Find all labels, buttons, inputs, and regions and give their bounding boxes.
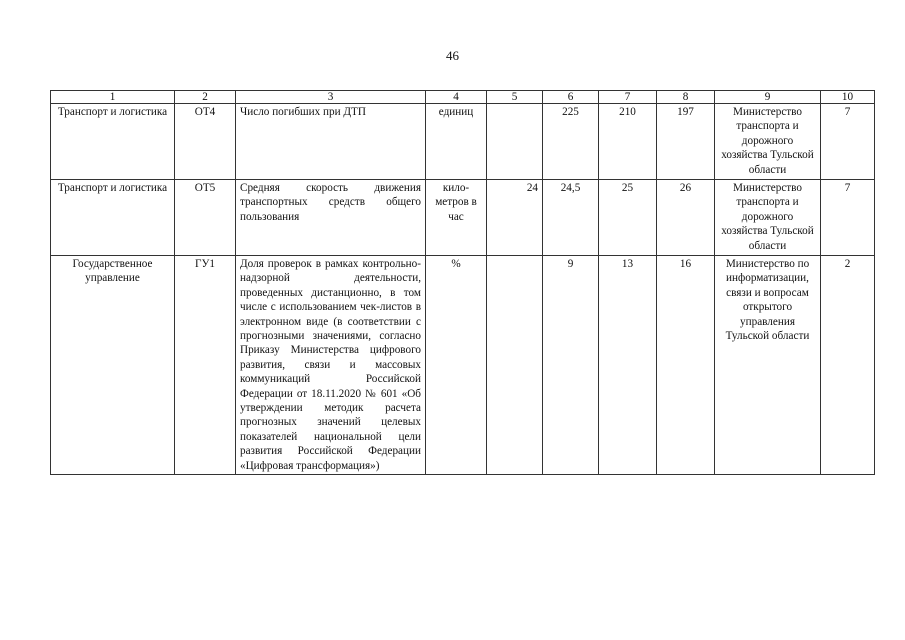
code-cell: ОТ4 (175, 104, 236, 180)
value-cell: 25 (599, 180, 657, 256)
column-number: 6 (543, 91, 599, 104)
column-numbers-row (51, 91, 875, 104)
code-cell: ОТ5 (175, 180, 236, 256)
indicator-cell: Число погибших при ДТП (236, 104, 426, 180)
value-cell (487, 256, 543, 475)
value-cell: 16 (657, 256, 715, 475)
value-cell (487, 104, 543, 180)
value-cell: 197 (657, 104, 715, 180)
indicator-cell: Средняя скорость движения транспортных средств общего пользования (236, 180, 426, 256)
value-cell: 13 (599, 256, 657, 475)
column-number: 5 (487, 91, 543, 104)
unit-cell: кило-метров в час (426, 180, 487, 256)
value-cell: 26 (657, 180, 715, 256)
code-cell: ГУ1 (175, 256, 236, 475)
sphere-cell: Транспорт и логистика (51, 180, 175, 256)
responsible-cell: Министерство по информатизации, связи и вопросам открытого управления Тульской области (715, 256, 821, 475)
value-cell: 9 (543, 256, 599, 475)
value-cell: 7 (821, 180, 875, 256)
column-number: 8 (657, 91, 715, 104)
column-number: 10 (821, 91, 875, 104)
column-number: 1 (51, 91, 175, 104)
unit-cell: единиц (426, 104, 487, 180)
value-cell: 2 (821, 256, 875, 475)
value-cell: 7 (821, 104, 875, 180)
value-cell: 24 (487, 180, 543, 256)
page-number: 46 (446, 48, 459, 63)
column-number: 7 (599, 91, 657, 104)
unit-cell: % (426, 256, 487, 475)
column-number: 2 (175, 91, 236, 104)
value-cell: 210 (599, 104, 657, 180)
sphere-cell: Транспорт и логистика (51, 104, 175, 180)
sphere-cell: Государственное управление (51, 256, 175, 475)
column-number: 4 (426, 91, 487, 104)
column-number: 9 (715, 91, 821, 104)
column-number: 3 (236, 91, 426, 104)
indicators-table (50, 90, 875, 475)
responsible-cell: Министерство транспорта и дорожного хозяйства Тульской области (715, 104, 821, 180)
value-cell: 225 (543, 104, 599, 180)
table-row (51, 256, 875, 475)
table-row (51, 180, 875, 256)
indicator-cell: Доля проверок в рамках контрольно-надзорной деятельности, проведенных дистанционно, в том числе с использованием чек-листов в электронном виде (в соответствии с прогнозными значениями, согласно Приказу Министерства цифрового развития, связи и массовых коммуникаций Российской Федерации от 18.11.2020 № 601 «Об утверждении методик расчета прогнозных значений целевых показателей национальной цели развития Российской Федерации «Цифровая трансформация») (236, 256, 426, 475)
value-cell: 24,5 (543, 180, 599, 256)
responsible-cell: Министерство транспорта и дорожного хозяйства Тульской области (715, 180, 821, 256)
table-row (51, 104, 875, 180)
